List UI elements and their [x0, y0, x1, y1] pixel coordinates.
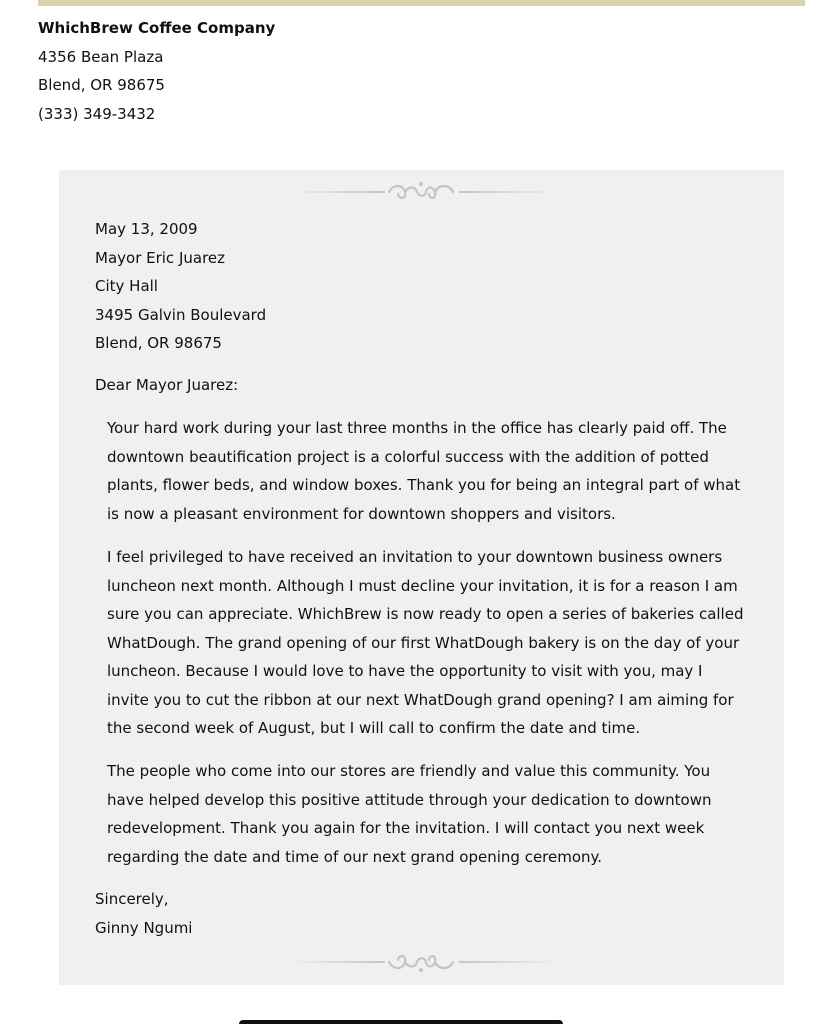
- closing-block: [95, 885, 755, 942]
- closing: Sincerely,: [95, 890, 169, 908]
- flourish-divider-icon: [289, 950, 559, 974]
- sender-street: 4356 Bean Plaza: [38, 47, 164, 66]
- sender-phone: (333) 349-3432: [38, 104, 156, 123]
- sender-company: WhichBrew Coffee Company: [38, 19, 276, 37]
- letter-date: May 13, 2009: [95, 220, 198, 238]
- signature-name: Ginny Ngumi: [95, 918, 193, 937]
- date-and-recipient-block: [95, 215, 755, 358]
- recipient-organization: City Hall: [95, 277, 158, 295]
- flourish-divider-icon: [289, 180, 559, 204]
- page-bottom-tab: [239, 1020, 563, 1024]
- sender-address-block: [38, 14, 275, 128]
- body-paragraph-1: Your hard work during your last three months in the office has clearly paid off. The downtown beautification project is a colorful success with the addition of potted plants, flower beds, and window boxes. Thank you for being an integral part of what is now a pleasant environment for downtown shoppers and visitors.: [107, 419, 741, 523]
- sender-city: Blend, OR 98675: [38, 76, 165, 94]
- body-paragraph-2: I feel privileged to have received an invitation to your downtown business owners luncheon next month. Although I must decline your invitation, it is for a reason I am sure you can appreciate. WhichBrew is now ready to open a series of bakeries called WhatDough. The grand opening of our first WhatDough bakery is on the day of your luncheon. Because I would love to have the opportunity to visit with you, may I invite you to cut the ribbon at our next WhatDough grand opening? I am aiming for the second week of August, but I will call to confirm the date and time.: [107, 548, 744, 737]
- body-paragraph-3: The people who come into our stores are friendly and value this community. You have helped develop this positive attitude through your dedication to downtown redevelopment. Thank you again for the invitation. I will contact you next week regarding the date and time of our next grand opening ceremony.: [107, 762, 712, 866]
- letter-body-panel: [59, 170, 784, 985]
- recipient-street: 3495 Galvin Boulevard: [95, 305, 267, 324]
- salutation: Dear Mayor Juarez:: [95, 376, 239, 394]
- recipient-name: Mayor Eric Juarez: [95, 248, 226, 267]
- recipient-city: Blend, OR 98675: [95, 334, 222, 352]
- header-accent-rule: [38, 0, 805, 6]
- salutation-block: [95, 371, 755, 400]
